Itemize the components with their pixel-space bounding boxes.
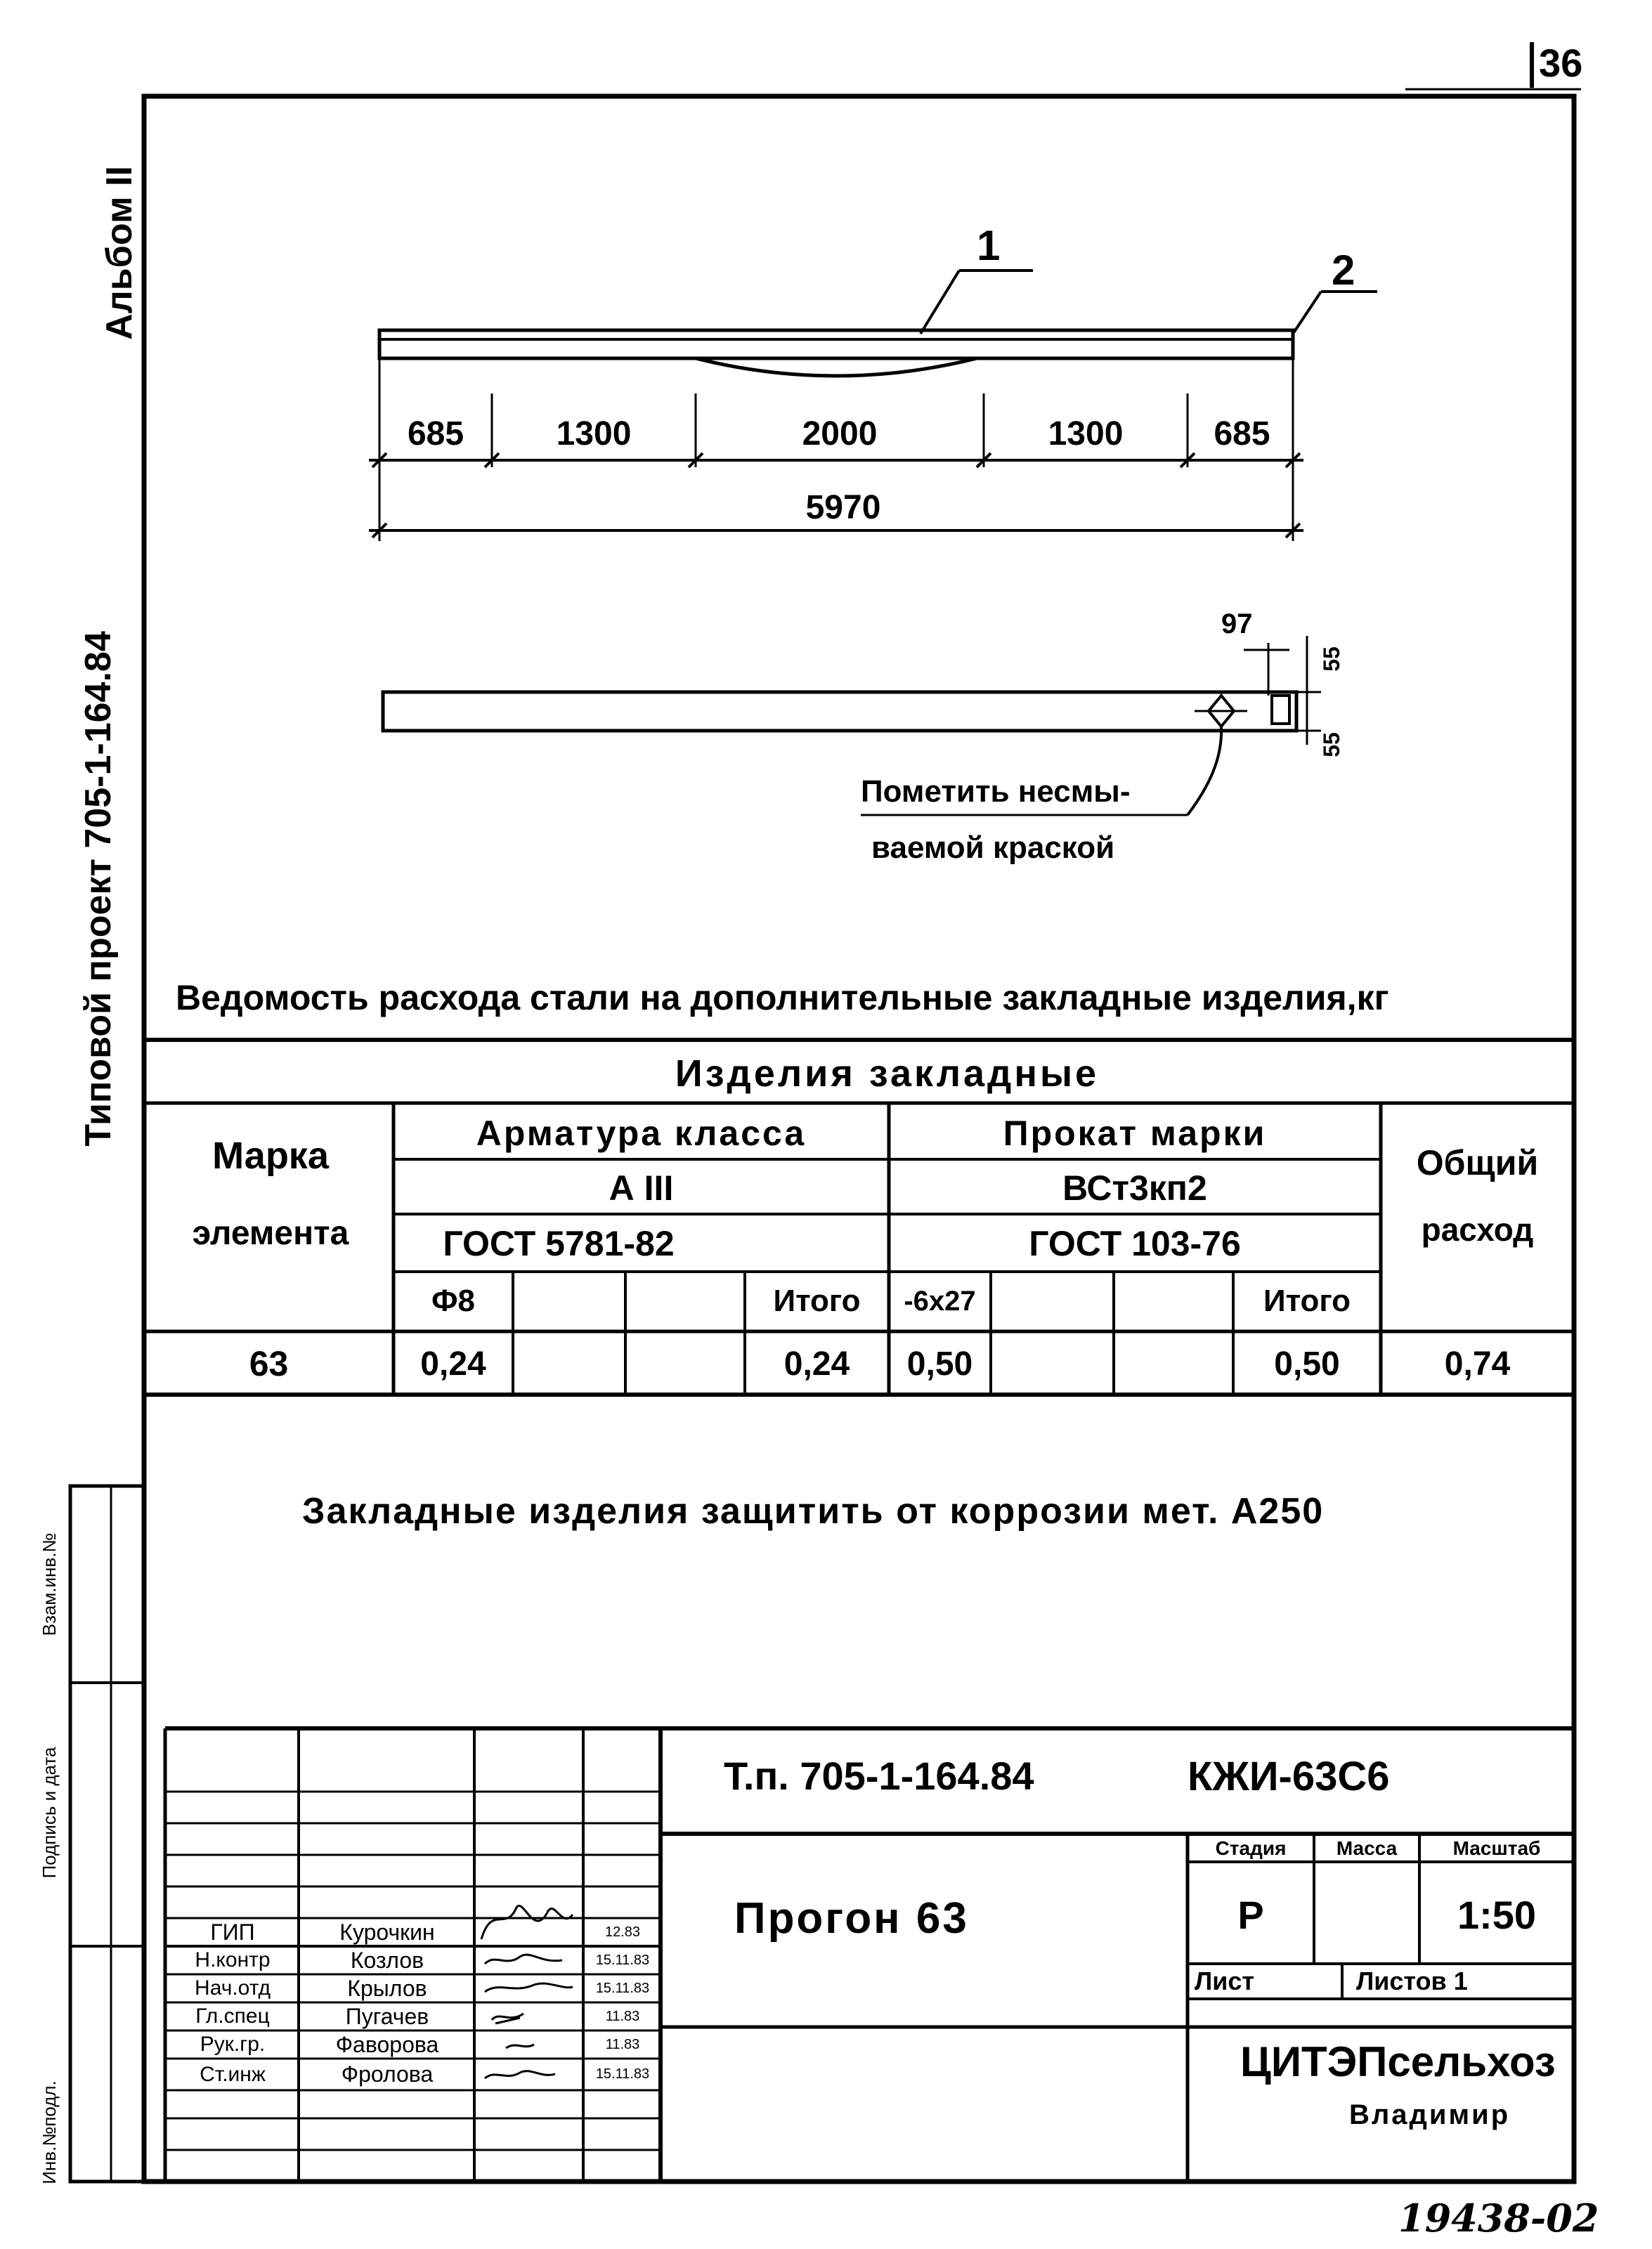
- sub-header-rebar-total: Итого: [773, 1284, 861, 1318]
- stage-value: Р: [1237, 1892, 1264, 1937]
- staff-role: Н.контр: [195, 1948, 271, 1971]
- rebar-gost: ГОСТ 5781-82: [443, 1223, 675, 1263]
- drawing-code: КЖИ-63С6: [1188, 1754, 1390, 1799]
- staff-date: 11.83: [605, 2036, 640, 2052]
- dim-55-top: 55: [1319, 646, 1344, 672]
- staff-date: 12.83: [604, 1924, 641, 1940]
- row-strip: 0,50: [906, 1345, 973, 1383]
- rolled-gost: ГОСТ 103-76: [1029, 1223, 1241, 1263]
- staff-name: Крылов: [347, 1975, 427, 2001]
- staff-role: ГИП: [210, 1919, 255, 1945]
- dim-685-right: 685: [1214, 415, 1270, 452]
- signature-nach: [485, 1983, 573, 1992]
- paint-note-line2: ваемой краской: [871, 830, 1115, 865]
- staff-name: Фролова: [341, 2061, 434, 2087]
- signature-stinzh: [485, 2071, 555, 2078]
- callout-2: 2: [1332, 247, 1355, 294]
- col-element-line1: Марка: [212, 1135, 329, 1177]
- staff-date: 15.11.83: [595, 2066, 650, 2082]
- sub-header-f8: Ф8: [431, 1284, 476, 1318]
- staff-date: 15.11.83: [595, 1980, 650, 1996]
- col-element-line2: элемента: [192, 1214, 349, 1252]
- callout-1: 1: [977, 222, 1001, 269]
- drawing-title: Прогон 63: [734, 1894, 969, 1943]
- dim-685-left: 685: [407, 415, 464, 452]
- signature-rukgr: [506, 2045, 534, 2048]
- org-line1: ЦИТЭПсельхоз: [1240, 2038, 1556, 2085]
- paint-note-line1: Пометить несмы-: [861, 774, 1131, 809]
- staff-role: Нач.отд: [195, 1976, 271, 2000]
- signature-nkontr: [485, 1955, 562, 1964]
- row-grand-total: 0,74: [1444, 1345, 1511, 1383]
- rolled-grade: ВСт3кп2: [1062, 1168, 1207, 1208]
- dim-total: 5970: [805, 489, 881, 526]
- sub-header-strip: -6x27: [904, 1285, 976, 1317]
- dim-55-bottom: 55: [1319, 732, 1344, 757]
- header-scale: Масштаб: [1452, 1837, 1541, 1859]
- sheet-number: 36: [1539, 41, 1583, 85]
- sheets-label: Листов 1: [1356, 1967, 1468, 1995]
- staff-role: Рук.гр.: [200, 2033, 266, 2056]
- rebar-title: Арматура класса: [476, 1113, 807, 1153]
- staff-name: Курочкин: [339, 1919, 435, 1945]
- dim-1300-right: 1300: [1048, 415, 1124, 452]
- org-line2: Владимир: [1349, 2099, 1511, 2130]
- signature-gip: [481, 1906, 573, 1939]
- stamp-replace-label: Взам.инв.№: [39, 1532, 60, 1636]
- row-rebar-total: 0,24: [783, 1345, 850, 1383]
- staff-role: Гл.спец: [195, 2004, 270, 2028]
- staff-date: 15.11.83: [595, 1952, 650, 1968]
- staff-role: Ст.инж: [200, 2062, 266, 2086]
- rolled-title: Прокат марки: [1003, 1113, 1267, 1153]
- project-label: Типовой проект 705-1-164.84: [78, 631, 119, 1147]
- row-f8: 0,24: [420, 1345, 486, 1383]
- project-code: Т.п. 705-1-164.84: [724, 1754, 1034, 1798]
- staff-date: 11.83: [605, 2008, 640, 2024]
- album-label: Альбом II: [99, 166, 140, 340]
- header-stage: Стадия: [1215, 1837, 1287, 1859]
- dim-1300-left: 1300: [556, 415, 632, 452]
- row-rolled-total: 0,50: [1274, 1345, 1340, 1383]
- header-mass: Масса: [1336, 1837, 1398, 1859]
- staff-name: Пугачев: [345, 2003, 429, 2029]
- stamp-inv-label: Инв.№подл.: [39, 2080, 60, 2184]
- scale-value: 1:50: [1457, 1892, 1537, 1937]
- signature-glspec: [492, 2014, 523, 2023]
- col-total-line1: Общий: [1416, 1143, 1539, 1182]
- spec-group-title: Изделия закладные: [675, 1052, 1100, 1095]
- row-mark: 63: [249, 1344, 289, 1383]
- doc-number: 19438-02: [1398, 2196, 1599, 2241]
- rebar-class: А III: [609, 1168, 674, 1208]
- sheet-label: Лист: [1195, 1967, 1255, 1995]
- dim-2000: 2000: [802, 415, 878, 452]
- staff-name: Козлов: [350, 1947, 424, 1973]
- sub-header-rolled-total: Итого: [1263, 1284, 1351, 1318]
- stamp-signature-label: Подпись и дата: [39, 1747, 60, 1879]
- dim-97: 97: [1221, 608, 1253, 639]
- corrosion-note: Закладные изделия защитить от коррозии мет. А250: [302, 1491, 1325, 1532]
- spec-caption: Ведомость расхода стали на дополнительные закладные изделия,кг: [176, 978, 1389, 1017]
- staff-name: Фаворова: [335, 2031, 439, 2057]
- col-total-line2: расход: [1421, 1211, 1534, 1248]
